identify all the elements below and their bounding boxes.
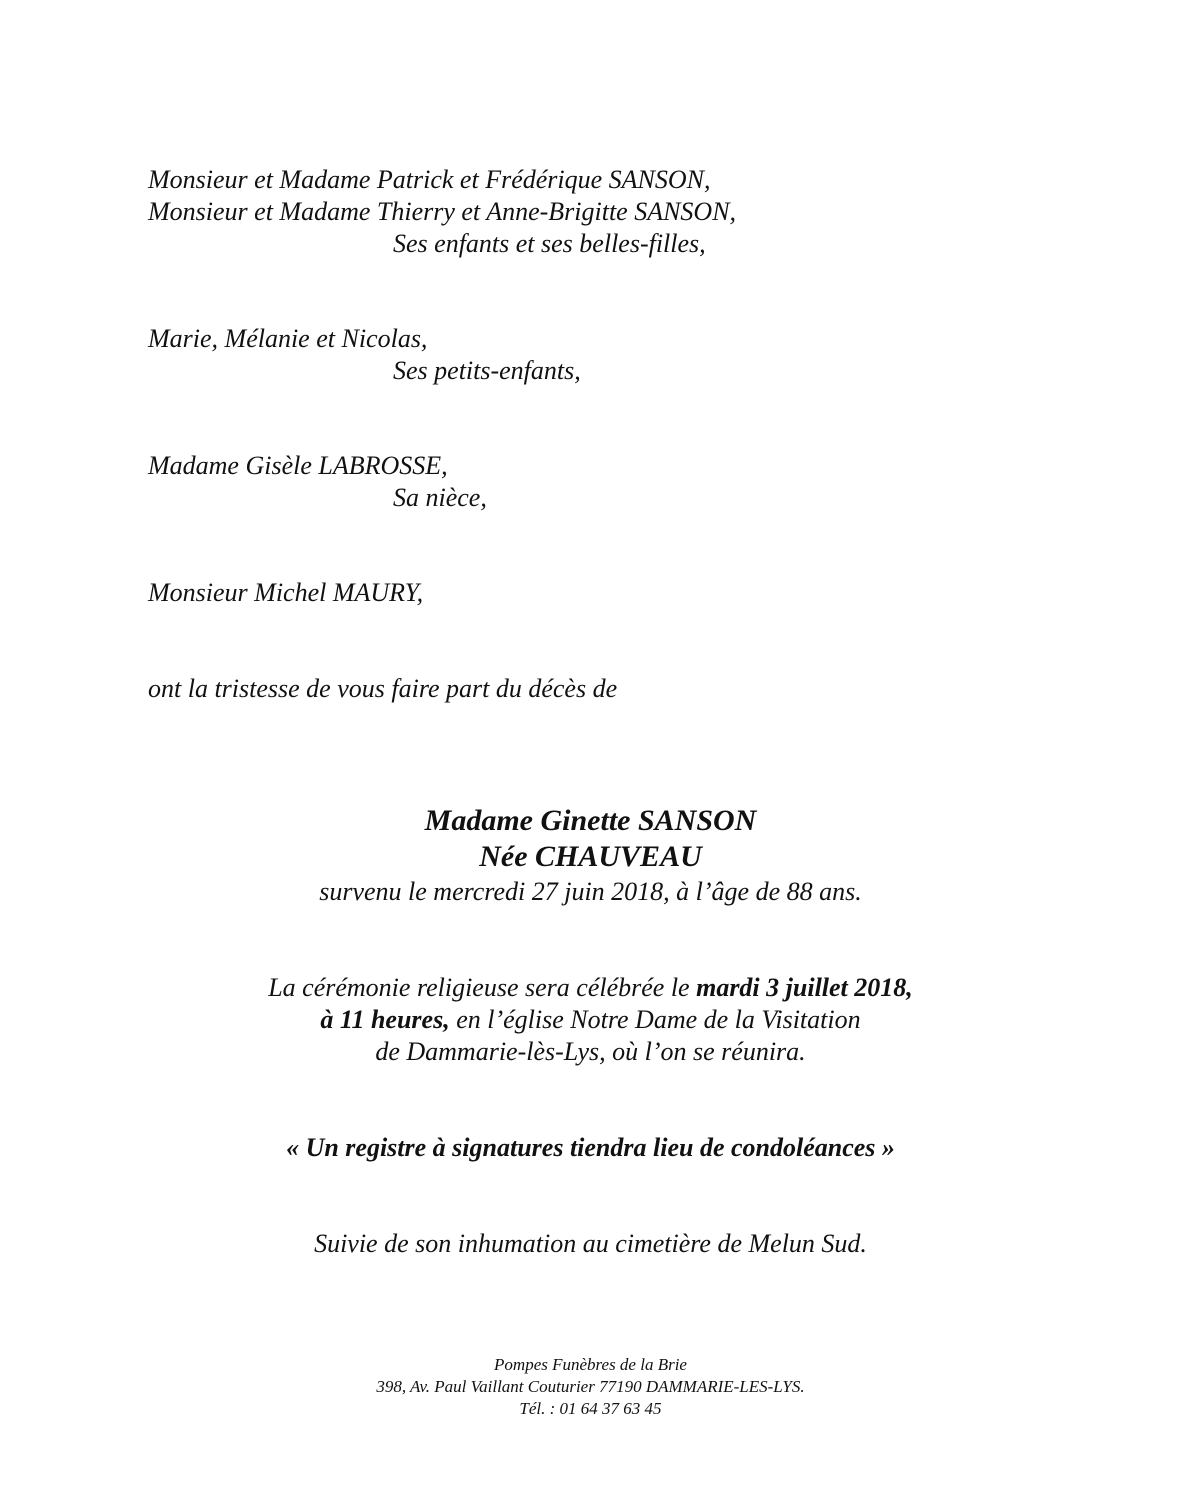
- deceased-maiden-name: Née CHAUVEAU: [479, 840, 702, 873]
- ceremony-line-3: de Dammarie-lès-Lys, où l’on se réunira.: [375, 1037, 806, 1066]
- footer-address: 398, Av. Paul Vaillant Couturier 77190 DAMMARIE-LES-LYS.: [376, 1377, 805, 1396]
- children-relation: Ses enfants et ses belles-filles,: [393, 229, 706, 258]
- footer-phone: Tél. : 01 64 37 63 45: [519, 1399, 662, 1418]
- grandchildren-relation: Ses petits-enfants,: [393, 356, 581, 385]
- burial-info: Suivie de son inhumation au cimetière de Melun Sud.: [314, 1229, 867, 1258]
- grandchildren-names: Marie, Mélanie et Nicolas,: [148, 324, 428, 353]
- niece-relation: Sa nièce,: [393, 483, 487, 512]
- other-family-name: Monsieur Michel MAURY,: [148, 578, 424, 607]
- children-line-2: Monsieur et Madame Thierry et Anne-Brigitte SANSON,: [148, 197, 737, 226]
- ceremony-time: à 11 heures,: [320, 1005, 450, 1034]
- announcement-text: ont la tristesse de vous faire part du décès de: [148, 674, 618, 703]
- ceremony-intro: La cérémonie religieuse sera célébrée le: [268, 973, 697, 1002]
- ceremony-line-1: [0, 972, 1181, 1004]
- registry-note: « Un registre à signatures tiendra lieu de condoléances »: [286, 1133, 895, 1162]
- ceremony-line-2: [0, 1004, 1181, 1036]
- ceremony-location: en l’église Notre Dame de la Visitation: [449, 1005, 861, 1034]
- children-line-1: Monsieur et Madame Patrick et Frédérique SANSON,: [148, 165, 711, 194]
- death-info: survenu le mercredi 27 juin 2018, à l’âge de 88 ans.: [319, 877, 862, 906]
- niece-name: Madame Gisèle LABROSSE,: [148, 451, 448, 480]
- ceremony-date: mardi 3 juillet 2018,: [696, 973, 913, 1002]
- footer-company: Pompes Funèbres de la Brie: [494, 1355, 687, 1374]
- deceased-name: Madame Ginette SANSON: [424, 804, 757, 837]
